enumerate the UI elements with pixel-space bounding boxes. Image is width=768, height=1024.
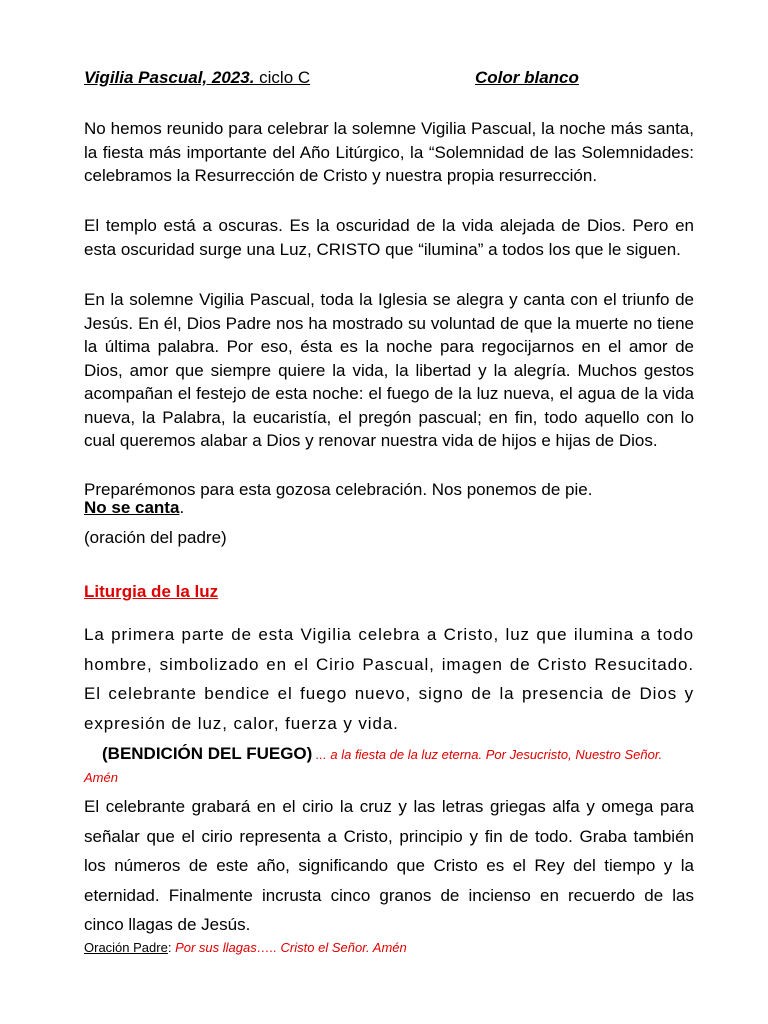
section-heading-liturgia: Liturgia de la luz (84, 582, 219, 601)
bendicion-line (84, 742, 694, 789)
bendicion-response: ... a la fiesta de la luz eterna. Por Jesucristo, Nuestro Señor. Amén (84, 747, 663, 785)
title-text: Vigilia Pascual, 2023. (84, 68, 255, 87)
liturgical-color: Color blanco (475, 68, 579, 87)
no-canta-dot: . (179, 498, 185, 517)
no-canta-text: No se canta (84, 498, 180, 517)
no-canta-note (84, 498, 184, 518)
intro-paragraph-4: Preparémonos para esta gozosa celebración. Nos ponemos de pie. (84, 480, 593, 499)
intro-paragraph-1: No hemos reunido para celebrar la solemne Vigilia Pascual, la noche más santa, la fiesta más importante del Año Litúrgico, la “Solemnidad de las Solemnidades: celebramos la Resurrección de Cristo y nuestra propia resurrección. (84, 119, 694, 185)
intro-paragraph-2: El templo está a oscuras. Es la oscuridad de la vida alejada de Dios. Pero en esta oscuridad surge una Luz, CRISTO que “ilumina” a todos los que le siguen. (84, 216, 694, 259)
oracion-padre-line (84, 940, 407, 955)
bendicion-label: (BENDICIÓN DEL FUEGO) (102, 744, 313, 763)
title-cycle: ciclo C (254, 68, 311, 87)
liturgia-paragraph-2: El celebrante grabará en el cirio la cruz y las letras griegas alfa y omega para señalar que el cirio representa a Cristo, principio y fin de todo. Graba también los números de este año, significando que Cristo es el Rey del tiempo y la eternidad. Finalmente incrusta cinco granos de incienso en recuerdo de las cinco llagas de Jesús. (84, 797, 694, 934)
liturgia-paragraph-1: La primera parte de esta Vigilia celebra a Cristo, luz que ilumina a todo hombre, simbolizado en el Cirio Pascual, imagen de Cristo Resucitado. El celebrante bendice el fuego nuevo, signo de la presencia de Dios y expresión de luz, calor, fuerza y vida. (84, 625, 694, 733)
oracion-del-padre: (oración del padre) (84, 528, 227, 547)
document-title (84, 68, 694, 88)
oracion-padre-label: Oración Padre (84, 940, 168, 955)
oracion-padre-text: Por sus llagas….. Cristo el Señor. Amén (175, 940, 407, 955)
intro-paragraph-3: En la solemne Vigilia Pascual, toda la Iglesia se alegra y canta con el triunfo de Jesús. En él, Dios Padre nos ha mostrado su voluntad de que la muerte no tiene la última palabra. Por eso, ésta es la noche para regocijarnos en el amor de Dios, amor que siempre quiere la vida, la libertad y la alegría. Muchos gestos acompañan el festejo de esta noche: el fuego de la luz nueva, el agua de la vida nueva, la Palabra, la eucaristía, el pregón pascual; en fin, todo aquello con lo cual queremos alabar a Dios y renovar nuestra vida de hijos e hijas de Dios. (84, 290, 694, 450)
oracion-padre-colon: : (167, 940, 176, 955)
